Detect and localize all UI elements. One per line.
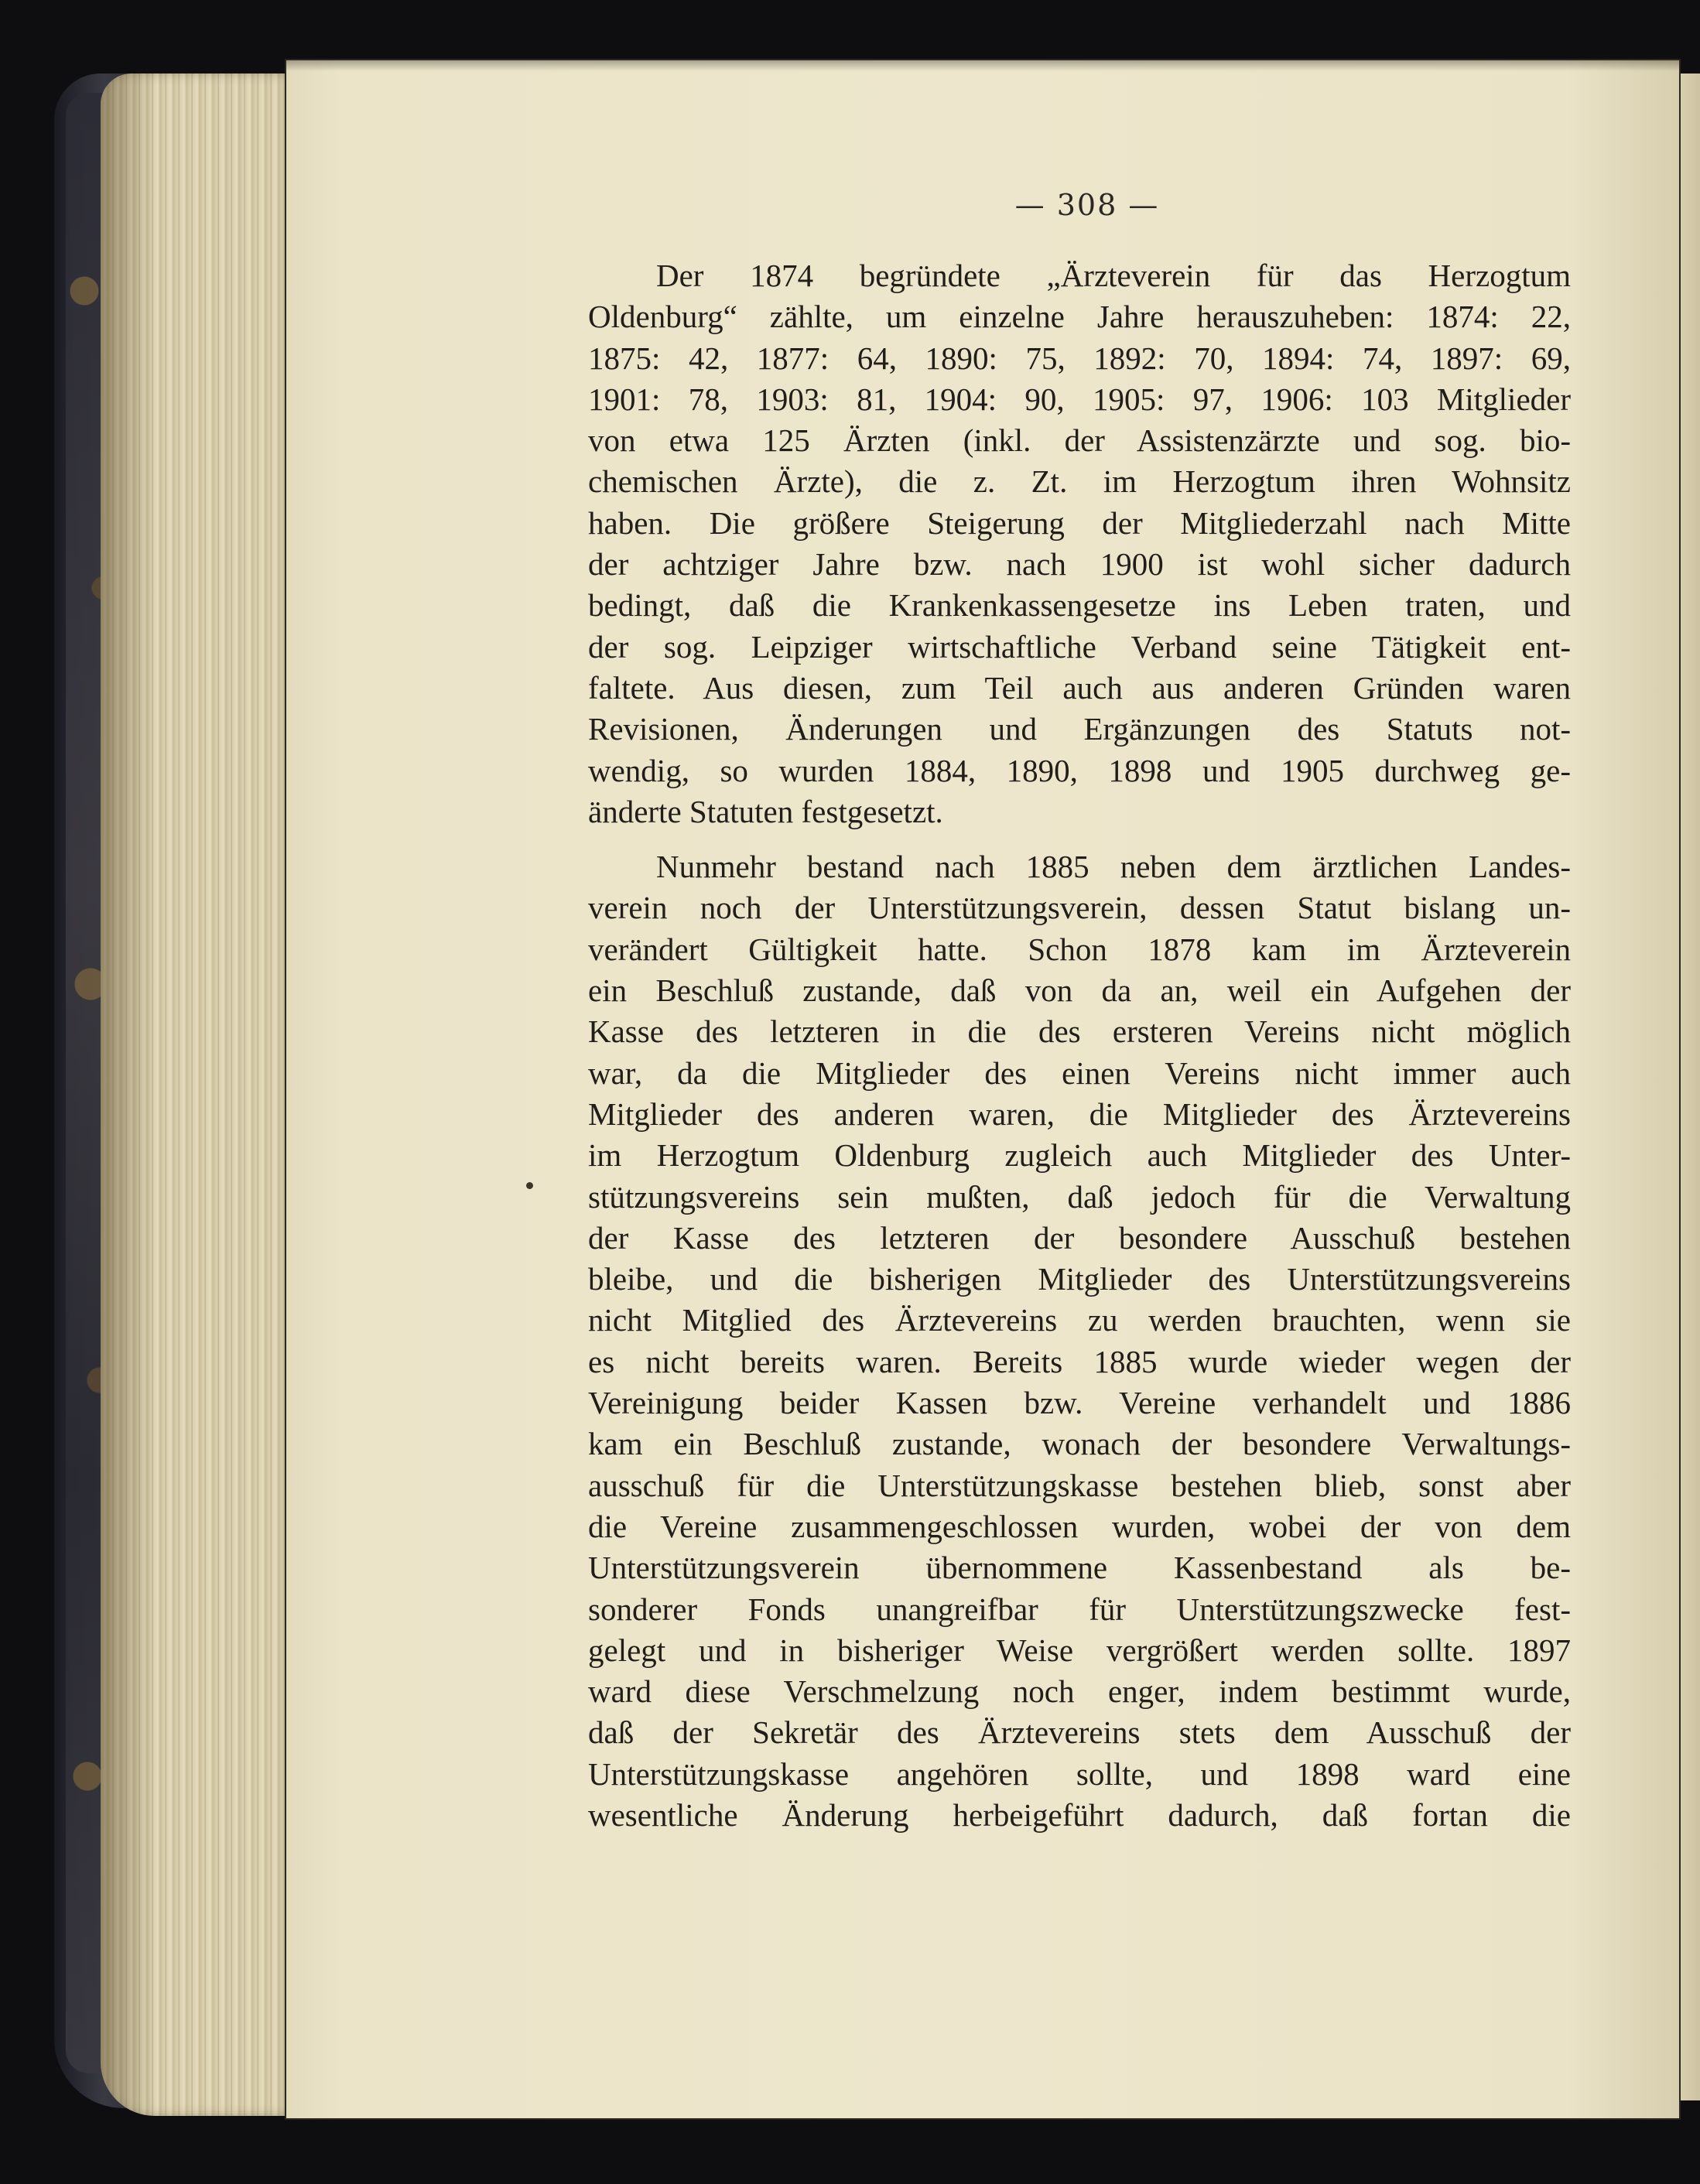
text-line: Der 1874 begründete „Ärzteverein für das Herzogtum [656,258,1571,293]
text-line: war, da die Mitglieder des einen Vereins nicht immer auch [588,1054,1571,1091]
text-line: haben. Die größere Steigerung der Mitgliederzahl nach Mitte [588,504,1571,541]
text-line: ward diese Verschmelzung noch enger, indem bestimmt wurde, [588,1673,1571,1710]
text-line: nicht Mitglied des Ärztevereins zu werden brauchten, wenn sie [588,1302,1571,1338]
text-line: Vereinigung beider Kassen bzw. Vereine verhandelt und 1886 [588,1385,1571,1421]
text-line: chemischen Ärzte), die z. Zt. im Herzogtum ihren Wohnsitz [588,463,1571,500]
paragraph-2 [588,846,1571,1836]
margin-mark [526,1182,533,1189]
text-line: Oldenburg“ zählte, um einzelne Jahre herauszuheben: 1874: 22, [588,299,1571,335]
text-line: faltete. Aus diesen, zum Teil auch aus anderen Gründen waren [588,669,1571,706]
text-line: Kasse des letzteren in die des ersteren Vereins nicht möglich [588,1013,1571,1050]
text-line: wesentliche Änderung herbeigeführt dadurch, daß fortan die [588,1796,1571,1833]
text-line: ausschuß für die Unterstützungskasse bestehen blieb, sonst aber [588,1467,1571,1503]
text-line: Unterstützungsverein übernommene Kassenbestand als be- [588,1550,1571,1586]
text-line: Revisionen, Änderungen und Ergänzungen des Statuts not- [588,711,1571,747]
text-line: verein noch der Unterstützungsverein, dessen Statut bislang un- [588,890,1571,926]
text-line: der achtziger Jahre bzw. nach 1900 ist wohl sicher dadurch [588,546,1571,583]
page-edges-shade [101,73,155,2116]
text-line: gelegt und in bisheriger Weise vergrößert werden sollte. 1897 [588,1632,1571,1668]
page-top-shadow [286,60,1679,71]
paragraph-1 [588,255,1571,832]
text-line: Mitglieder des anderen waren, die Mitglieder des Ärztevereins [588,1095,1571,1132]
text-line: daß der Sekretär des Ärztevereins stets dem Ausschuß der [588,1714,1571,1751]
text-line: der sog. Leipziger wirtschaftliche Verband seine Tätigkeit ent- [588,628,1571,665]
text-line: kam ein Beschluß zustande, wonach der besondere Verwaltungs- [588,1426,1571,1462]
text-line: stützungsvereins sein mußten, daß jedoch für die Verwaltung [588,1178,1571,1215]
page-number: — 308 — [1014,188,1160,222]
text-line: ein Beschluß zustande, daß von da an, weil ein Aufgehen der [588,972,1571,1009]
text-line: von etwa 125 Ärzten (inkl. der Assistenzärzte und sog. bio- [588,422,1571,459]
paragraph-gap [588,832,1571,846]
text-line: bedingt, daß die Krankenkassengesetze ins Leben traten, und [588,587,1571,624]
body-text [588,255,1571,1836]
text-line: Unterstützungskasse angehören sollte, und 1898 ward eine [588,1755,1571,1792]
text-line: es nicht bereits waren. Bereits 1885 wurde wieder wegen der [588,1343,1571,1379]
text-line: der Kasse des letzteren der besondere Ausschuß bestehen [588,1219,1571,1256]
text-line: verändert Gültigkeit hatte. Schon 1878 kam im Ärzteverein [588,931,1571,967]
text-line: änderte Statuten festgesetzt. [588,793,943,829]
text-line: sonderer Fonds unangreifbar für Unterstützungszwecke fest- [588,1591,1571,1627]
text-line: im Herzogtum Oldenburg zugleich auch Mitglieder des Unter- [588,1137,1571,1174]
text-line: die Vereine zusammengeschlossen wurden, wobei der von dem [588,1508,1571,1544]
text-line: 1901: 78, 1903: 81, 1904: 90, 1905: 97, 1906: 103 Mitglieder [588,381,1571,417]
text-line: wendig, so wurden 1884, 1890, 1898 und 1905 durchweg ge- [588,752,1571,788]
text-line: bleibe, und die bisherigen Mitglieder des Unterstützungsvereins [588,1261,1571,1297]
text-line: 1875: 42, 1877: 64, 1890: 75, 1892: 70, 1894: 74, 1897: 69, [588,340,1571,376]
text-line: Nunmehr bestand nach 1885 neben dem ärztlichen Landes- [656,849,1571,885]
